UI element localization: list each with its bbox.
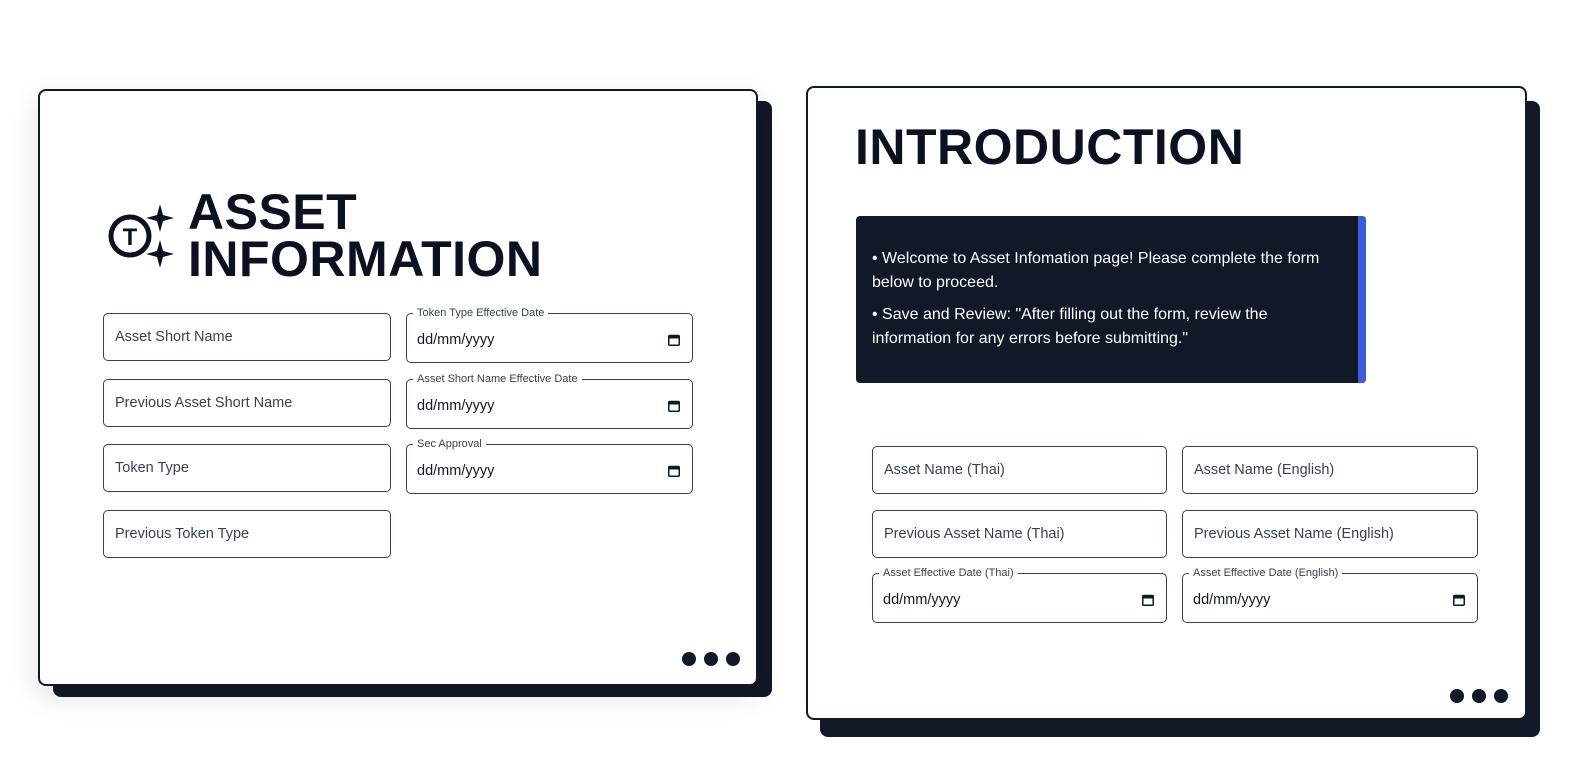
- calendar-icon[interactable]: [1142, 594, 1154, 606]
- dot: [682, 652, 696, 666]
- callout-accent-bar: [1358, 216, 1366, 383]
- previous-asset-short-name-input[interactable]: Previous Asset Short Name: [103, 379, 391, 427]
- brand-icon-letter: T: [122, 224, 138, 251]
- callout-line-save-review: • Save and Review: "After filling out the form, review the information for any errors before submitting.": [872, 306, 1268, 347]
- sec-approval-date-field[interactable]: [406, 438, 693, 494]
- date-field-label: Asset Short Name Effective Date: [413, 373, 582, 386]
- previous-token-type-input[interactable]: Previous Token Type: [103, 510, 391, 558]
- brand-header: [106, 184, 543, 287]
- date-field-label: Token Type Effective Date: [413, 307, 548, 320]
- callout-line-welcome: • Welcome to Asset Infomation page! Please complete the form below to proceed.: [872, 250, 1320, 291]
- introduction-card: [806, 86, 1527, 720]
- date-field-value[interactable]: dd/mm/yyyy: [883, 592, 961, 608]
- date-field-label: Asset Effective Date (Thai): [879, 567, 1018, 580]
- previous-asset-name-thai-input[interactable]: Previous Asset Name (Thai): [872, 510, 1167, 558]
- calendar-icon[interactable]: [668, 334, 680, 346]
- dot: [1494, 689, 1508, 703]
- dot: [726, 652, 740, 666]
- date-field-value[interactable]: dd/mm/yyyy: [417, 463, 495, 479]
- asset-effective-date-thai-field[interactable]: [872, 567, 1167, 623]
- page-title: [188, 184, 543, 287]
- asset-name-english-input[interactable]: Asset Name (English): [1182, 446, 1478, 494]
- asset-short-name-input[interactable]: Asset Short Name: [103, 313, 391, 361]
- date-field-value[interactable]: dd/mm/yyyy: [1193, 592, 1271, 608]
- calendar-icon[interactable]: [668, 465, 680, 477]
- dot: [1450, 689, 1464, 703]
- token-type-effective-date-field[interactable]: [406, 307, 693, 363]
- calendar-icon[interactable]: [1453, 594, 1465, 606]
- introduction-callout: [856, 216, 1366, 383]
- date-field-value[interactable]: dd/mm/yyyy: [417, 332, 495, 348]
- asset-short-name-effective-date-field[interactable]: [406, 373, 693, 429]
- title-line-1: ASSET: [188, 184, 358, 240]
- calendar-icon[interactable]: [668, 400, 680, 412]
- date-field-label: Sec Approval: [413, 438, 486, 451]
- token-sparkle-icon: [106, 202, 174, 270]
- introduction-title: INTRODUCTION: [855, 119, 1245, 175]
- asset-name-thai-input[interactable]: Asset Name (Thai): [872, 446, 1167, 494]
- dot: [704, 652, 718, 666]
- date-field-label: Asset Effective Date (English): [1189, 567, 1342, 580]
- asset-information-card: [38, 89, 758, 686]
- previous-asset-name-english-input[interactable]: Previous Asset Name (English): [1182, 510, 1478, 558]
- date-field-value[interactable]: dd/mm/yyyy: [417, 398, 495, 414]
- title-line-2: INFORMATION: [188, 231, 543, 287]
- asset-effective-date-english-field[interactable]: [1182, 567, 1478, 623]
- dot: [1472, 689, 1486, 703]
- more-options-dots-icon[interactable]: [1450, 689, 1508, 703]
- token-type-input[interactable]: Token Type: [103, 444, 391, 492]
- more-options-dots-icon[interactable]: [682, 652, 740, 666]
